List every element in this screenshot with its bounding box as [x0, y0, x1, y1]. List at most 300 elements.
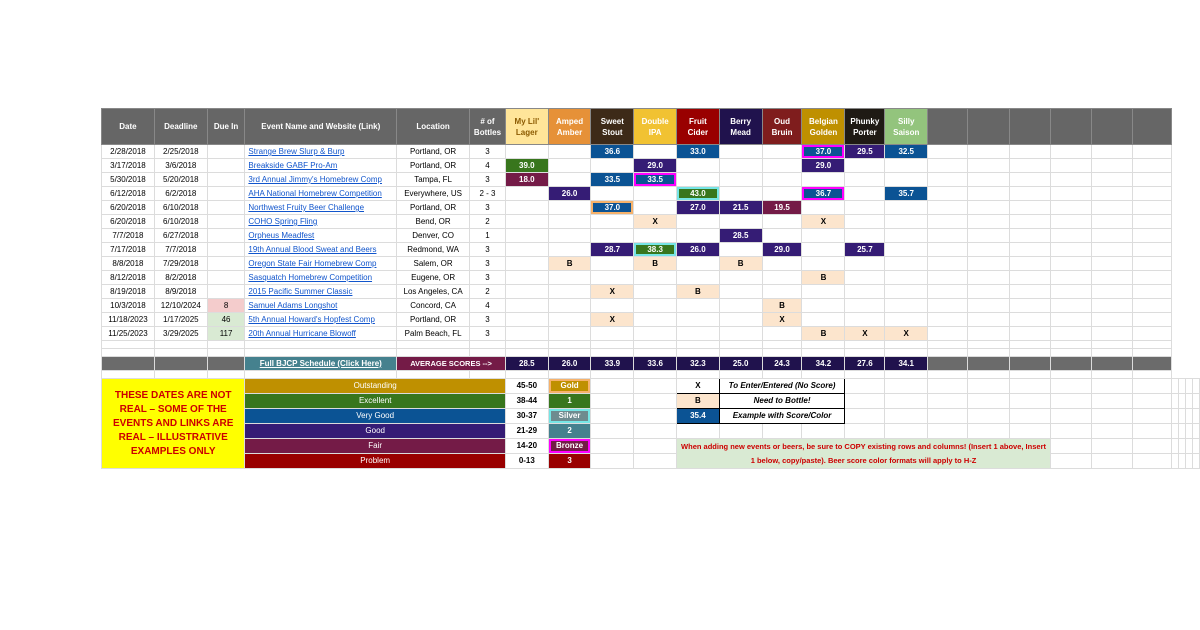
beer-score-cell[interactable]: X	[802, 215, 845, 229]
empty-cell[interactable]	[845, 409, 885, 424]
header-beer-9[interactable]: Silly Saison	[885, 109, 928, 145]
empty-cell[interactable]	[1092, 394, 1132, 409]
beer-score-cell[interactable]	[505, 243, 548, 257]
event-deadline[interactable]: 7/7/2018	[154, 243, 207, 257]
empty-cell[interactable]	[1092, 424, 1132, 439]
empty-cell[interactable]	[1132, 285, 1171, 299]
event-due-in[interactable]: 8	[207, 299, 245, 313]
header-beer-5[interactable]: Berry Mead	[719, 109, 762, 145]
header-beer-1[interactable]: Amped Amber	[548, 109, 591, 145]
empty-cell[interactable]	[1132, 159, 1171, 173]
beer-score-cell[interactable]	[505, 201, 548, 215]
empty-cell[interactable]	[928, 299, 968, 313]
empty-cell[interactable]	[968, 187, 1009, 201]
empty-cell[interactable]	[1186, 394, 1193, 409]
empty-cell[interactable]	[245, 349, 397, 357]
empty-cell[interactable]	[968, 424, 1009, 439]
empty-cell[interactable]	[102, 341, 155, 349]
empty-cell[interactable]	[1092, 271, 1132, 285]
empty-cell[interactable]	[928, 257, 968, 271]
beer-score-cell[interactable]: 33.0	[677, 145, 720, 159]
beer-score-cell[interactable]	[762, 145, 802, 159]
empty-cell[interactable]	[845, 349, 885, 357]
empty-cell[interactable]	[397, 371, 470, 379]
event-link[interactable]: Strange Brew Slurp & Burp	[248, 147, 345, 156]
beer-score-cell[interactable]	[762, 257, 802, 271]
event-due-in[interactable]: 117	[207, 327, 245, 341]
beer-score-cell[interactable]	[802, 257, 845, 271]
event-name-cell[interactable]	[245, 145, 397, 159]
event-date[interactable]: 5/30/2018	[102, 173, 155, 187]
header-beer-8[interactable]: Phunky Porter	[845, 109, 885, 145]
empty-cell[interactable]	[845, 341, 885, 349]
empty-cell[interactable]	[1092, 201, 1132, 215]
empty-cell[interactable]	[634, 371, 677, 379]
beer-score-cell[interactable]: 28.5	[719, 229, 762, 243]
empty-cell[interactable]	[1186, 454, 1193, 469]
event-location[interactable]: Palm Beach, FL	[397, 327, 470, 341]
empty-cell[interactable]	[677, 424, 720, 439]
beer-score-cell[interactable]: 29.0	[762, 243, 802, 257]
empty-cell[interactable]	[928, 409, 968, 424]
beer-score-cell[interactable]: 18.0	[505, 173, 548, 187]
empty-cell[interactable]	[1009, 187, 1050, 201]
empty-cell[interactable]	[154, 371, 207, 379]
empty-cell[interactable]	[1132, 313, 1171, 327]
event-due-in[interactable]	[207, 285, 245, 299]
beer-score-cell[interactable]	[591, 299, 634, 313]
empty-cell[interactable]	[1009, 299, 1050, 313]
beer-score-cell[interactable]	[885, 229, 928, 243]
header-location[interactable]: Location	[397, 109, 470, 145]
beer-score-cell[interactable]	[634, 187, 677, 201]
beer-score-cell[interactable]	[634, 229, 677, 243]
empty-cell[interactable]	[928, 341, 968, 349]
empty-cell[interactable]	[1009, 285, 1050, 299]
empty-cell[interactable]	[1009, 371, 1050, 379]
event-deadline[interactable]: 1/17/2025	[154, 313, 207, 327]
empty-cell[interactable]	[762, 371, 802, 379]
event-due-in[interactable]	[207, 173, 245, 187]
beer-score-cell[interactable]	[845, 201, 885, 215]
empty-cell[interactable]	[885, 371, 928, 379]
empty-cell[interactable]	[968, 271, 1009, 285]
empty-cell[interactable]	[1132, 257, 1171, 271]
event-due-in[interactable]	[207, 271, 245, 285]
empty-cell[interactable]	[885, 424, 928, 439]
empty-cell[interactable]	[591, 341, 634, 349]
empty-cell[interactable]	[928, 349, 968, 357]
beer-score-cell[interactable]	[548, 327, 591, 341]
beer-score-cell[interactable]: 26.0	[548, 187, 591, 201]
beer-score-cell[interactable]: 25.7	[845, 243, 885, 257]
empty-cell[interactable]	[885, 409, 928, 424]
empty-cell[interactable]	[1009, 271, 1050, 285]
beer-score-cell[interactable]	[885, 257, 928, 271]
empty-cell[interactable]	[928, 243, 968, 257]
empty-cell[interactable]	[1009, 327, 1050, 341]
empty-cell[interactable]	[928, 159, 968, 173]
empty-cell[interactable]	[1009, 424, 1050, 439]
empty-cell[interactable]	[207, 349, 245, 357]
event-link[interactable]: 3rd Annual Jimmy's Homebrew Comp	[248, 175, 382, 184]
empty-cell[interactable]	[968, 145, 1009, 159]
empty-cell[interactable]	[1132, 229, 1171, 243]
empty-cell[interactable]	[1193, 409, 1200, 424]
beer-score-cell[interactable]: 27.0	[677, 201, 720, 215]
event-name-cell[interactable]	[245, 187, 397, 201]
empty-cell[interactable]	[968, 243, 1009, 257]
event-deadline[interactable]: 5/20/2018	[154, 173, 207, 187]
empty-cell[interactable]	[1009, 229, 1050, 243]
event-bottles[interactable]: 2	[470, 215, 506, 229]
empty-cell[interactable]	[634, 394, 677, 409]
event-bottles[interactable]: 3	[470, 327, 506, 341]
empty-cell[interactable]	[1050, 424, 1091, 439]
empty-cell[interactable]	[470, 349, 506, 357]
beer-score-cell[interactable]	[762, 285, 802, 299]
empty-cell[interactable]	[1132, 243, 1171, 257]
beer-score-cell[interactable]: B	[677, 285, 720, 299]
beer-score-cell[interactable]	[762, 271, 802, 285]
beer-score-cell[interactable]: X	[591, 285, 634, 299]
empty-cell[interactable]	[1009, 341, 1050, 349]
empty-cell[interactable]	[1193, 379, 1200, 394]
beer-score-cell[interactable]: 43.0	[677, 187, 720, 201]
event-deadline[interactable]: 3/29/2025	[154, 327, 207, 341]
empty-cell[interactable]	[1009, 201, 1050, 215]
empty-cell[interactable]	[154, 341, 207, 349]
beer-score-cell[interactable]	[677, 159, 720, 173]
empty-cell[interactable]	[1179, 379, 1186, 394]
event-location[interactable]: Bend, OR	[397, 215, 470, 229]
empty-cell[interactable]	[845, 379, 885, 394]
empty-cell[interactable]	[968, 409, 1009, 424]
beer-score-cell[interactable]	[677, 215, 720, 229]
event-bottles[interactable]: 3	[470, 271, 506, 285]
beer-score-cell[interactable]: 29.5	[845, 145, 885, 159]
beer-score-cell[interactable]	[677, 173, 720, 187]
empty-cell[interactable]	[1193, 439, 1200, 454]
event-date[interactable]: 10/3/2018	[102, 299, 155, 313]
empty-cell[interactable]	[1132, 341, 1171, 349]
beer-score-cell[interactable]	[885, 243, 928, 257]
empty-cell[interactable]	[968, 327, 1009, 341]
event-link[interactable]: COHO Spring Fling	[248, 217, 318, 226]
empty-cell[interactable]	[1050, 159, 1091, 173]
empty-cell[interactable]	[1050, 409, 1091, 424]
empty-cell[interactable]	[1186, 409, 1193, 424]
event-date[interactable]: 3/17/2018	[102, 159, 155, 173]
empty-cell[interactable]	[634, 409, 677, 424]
event-date[interactable]: 11/18/2023	[102, 313, 155, 327]
empty-cell[interactable]	[1092, 299, 1132, 313]
beer-score-cell[interactable]	[548, 285, 591, 299]
beer-score-cell[interactable]	[677, 257, 720, 271]
empty-cell[interactable]	[1132, 394, 1171, 409]
empty-cell[interactable]	[1186, 379, 1193, 394]
beer-score-cell[interactable]: X	[634, 215, 677, 229]
beer-score-cell[interactable]: 33.5	[591, 173, 634, 187]
empty-cell[interactable]	[634, 379, 677, 394]
empty-cell[interactable]	[968, 371, 1009, 379]
beer-score-cell[interactable]	[719, 215, 762, 229]
event-deadline[interactable]: 6/27/2018	[154, 229, 207, 243]
empty-cell[interactable]	[968, 379, 1009, 394]
empty-cell[interactable]	[1092, 409, 1132, 424]
empty-cell[interactable]	[1050, 299, 1091, 313]
empty-cell[interactable]	[1009, 243, 1050, 257]
beer-score-cell[interactable]	[762, 229, 802, 243]
empty-cell[interactable]	[928, 187, 968, 201]
beer-score-cell[interactable]	[505, 145, 548, 159]
event-bottles[interactable]: 3	[470, 201, 506, 215]
event-name-cell[interactable]	[245, 215, 397, 229]
beer-score-cell[interactable]	[719, 187, 762, 201]
empty-cell[interactable]	[1050, 454, 1091, 469]
event-bottles[interactable]: 2	[470, 285, 506, 299]
empty-cell[interactable]	[885, 349, 928, 357]
empty-cell[interactable]	[1092, 454, 1132, 469]
empty-cell[interactable]	[1172, 394, 1179, 409]
empty-cell[interactable]	[928, 215, 968, 229]
empty-cell[interactable]	[1193, 424, 1200, 439]
beer-score-cell[interactable]: 26.0	[677, 243, 720, 257]
empty-cell[interactable]	[505, 371, 548, 379]
beer-score-cell[interactable]	[719, 271, 762, 285]
empty-cell[interactable]	[885, 379, 928, 394]
empty-cell[interactable]	[1092, 285, 1132, 299]
beer-score-cell[interactable]	[719, 285, 762, 299]
empty-cell[interactable]	[591, 424, 634, 439]
empty-cell[interactable]	[1009, 379, 1050, 394]
event-due-in[interactable]: 46	[207, 313, 245, 327]
empty-cell[interactable]	[1050, 371, 1091, 379]
beer-score-cell[interactable]	[719, 243, 762, 257]
beer-score-cell[interactable]	[505, 215, 548, 229]
event-location[interactable]: Denver, CO	[397, 229, 470, 243]
empty-cell[interactable]	[1050, 257, 1091, 271]
empty-cell[interactable]	[719, 341, 762, 349]
header-event[interactable]: Event Name and Website (Link)	[245, 109, 397, 145]
header-beer-6[interactable]: Oud Bruin	[762, 109, 802, 145]
event-date[interactable]: 8/19/2018	[102, 285, 155, 299]
event-due-in[interactable]	[207, 159, 245, 173]
empty-cell[interactable]	[591, 394, 634, 409]
event-due-in[interactable]	[207, 243, 245, 257]
event-name-cell[interactable]	[245, 173, 397, 187]
beer-score-cell[interactable]	[505, 327, 548, 341]
event-name-cell[interactable]	[245, 285, 397, 299]
empty-cell[interactable]	[845, 371, 885, 379]
event-name-cell[interactable]	[245, 159, 397, 173]
empty-cell[interactable]	[802, 424, 845, 439]
beer-score-cell[interactable]	[634, 313, 677, 327]
event-deadline[interactable]: 6/2/2018	[154, 187, 207, 201]
header-deadline[interactable]: Deadline	[154, 109, 207, 145]
beer-score-cell[interactable]	[548, 229, 591, 243]
event-location[interactable]: Portland, OR	[397, 201, 470, 215]
header-beer-0[interactable]: My Lil' Lager	[505, 109, 548, 145]
beer-score-cell[interactable]	[591, 327, 634, 341]
beer-score-cell[interactable]	[845, 313, 885, 327]
empty-cell[interactable]	[1092, 349, 1132, 357]
beer-score-cell[interactable]	[802, 285, 845, 299]
beer-score-cell[interactable]: B	[719, 257, 762, 271]
empty-cell[interactable]	[1009, 394, 1050, 409]
header-beer-4[interactable]: Fruit Cider	[677, 109, 720, 145]
empty-cell[interactable]	[1092, 439, 1132, 454]
empty-cell[interactable]	[1132, 201, 1171, 215]
beer-score-cell[interactable]: B	[802, 271, 845, 285]
empty-cell[interactable]	[885, 341, 928, 349]
event-due-in[interactable]	[207, 215, 245, 229]
beer-score-cell[interactable]	[505, 271, 548, 285]
event-due-in[interactable]	[207, 257, 245, 271]
empty-cell[interactable]	[102, 349, 155, 357]
beer-score-cell[interactable]	[677, 299, 720, 313]
empty-cell[interactable]	[1050, 243, 1091, 257]
beer-score-cell[interactable]	[885, 271, 928, 285]
empty-cell[interactable]	[928, 229, 968, 243]
empty-cell[interactable]	[1193, 394, 1200, 409]
beer-score-cell[interactable]	[634, 145, 677, 159]
beer-score-cell[interactable]	[634, 271, 677, 285]
empty-cell[interactable]	[719, 371, 762, 379]
beer-score-cell[interactable]	[591, 271, 634, 285]
beer-score-cell[interactable]	[505, 313, 548, 327]
event-deadline[interactable]: 6/10/2018	[154, 215, 207, 229]
event-bottles[interactable]: 3	[470, 145, 506, 159]
event-deadline[interactable]: 3/6/2018	[154, 159, 207, 173]
beer-score-cell[interactable]: 32.5	[885, 145, 928, 159]
empty-cell[interactable]	[1009, 159, 1050, 173]
beer-score-cell[interactable]	[505, 299, 548, 313]
beer-score-cell[interactable]	[845, 229, 885, 243]
beer-score-cell[interactable]	[548, 299, 591, 313]
event-deadline[interactable]: 2/25/2018	[154, 145, 207, 159]
beer-score-cell[interactable]: 39.0	[505, 159, 548, 173]
empty-cell[interactable]	[1092, 327, 1132, 341]
event-link[interactable]: Northwest Fruity Beer Challenge	[248, 203, 365, 212]
event-location[interactable]: Tampa, FL	[397, 173, 470, 187]
empty-cell[interactable]	[762, 341, 802, 349]
event-bottles[interactable]: 3	[470, 257, 506, 271]
empty-cell[interactable]	[802, 341, 845, 349]
empty-cell[interactable]	[1132, 424, 1171, 439]
beer-score-cell[interactable]: 33.5	[634, 173, 677, 187]
beer-score-cell[interactable]	[885, 215, 928, 229]
empty-cell[interactable]	[762, 349, 802, 357]
empty-cell[interactable]	[677, 341, 720, 349]
beer-score-cell[interactable]	[591, 187, 634, 201]
bjcp-link-cell[interactable]	[245, 357, 397, 371]
empty-cell[interactable]	[591, 379, 634, 394]
beer-score-cell[interactable]	[634, 299, 677, 313]
beer-score-cell[interactable]: 29.0	[802, 159, 845, 173]
empty-cell[interactable]	[802, 371, 845, 379]
event-date[interactable]: 6/12/2018	[102, 187, 155, 201]
empty-cell[interactable]	[548, 341, 591, 349]
event-bottles[interactable]: 3	[470, 313, 506, 327]
empty-cell[interactable]	[1179, 424, 1186, 439]
beer-score-cell[interactable]: 37.0	[591, 201, 634, 215]
empty-cell[interactable]	[397, 341, 470, 349]
event-date[interactable]: 11/25/2023	[102, 327, 155, 341]
empty-cell[interactable]	[845, 394, 885, 409]
beer-score-cell[interactable]	[505, 285, 548, 299]
beer-score-cell[interactable]	[634, 201, 677, 215]
empty-cell[interactable]	[968, 257, 1009, 271]
empty-cell[interactable]	[245, 371, 397, 379]
empty-cell[interactable]	[1172, 439, 1179, 454]
beer-score-cell[interactable]: X	[885, 327, 928, 341]
beer-score-cell[interactable]	[762, 159, 802, 173]
event-name-cell[interactable]	[245, 327, 397, 341]
event-link[interactable]: AHA National Homebrew Competition	[248, 189, 382, 198]
event-link[interactable]: Breakside GABF Pro-Am	[248, 161, 338, 170]
empty-cell[interactable]	[968, 201, 1009, 215]
beer-score-cell[interactable]	[548, 173, 591, 187]
beer-score-cell[interactable]	[845, 215, 885, 229]
beer-score-cell[interactable]: X	[591, 313, 634, 327]
empty-cell[interactable]	[1179, 409, 1186, 424]
beer-score-cell[interactable]: B	[548, 257, 591, 271]
empty-cell[interactable]	[968, 229, 1009, 243]
event-location[interactable]: Everywhere, US	[397, 187, 470, 201]
empty-cell[interactable]	[1050, 271, 1091, 285]
empty-cell[interactable]	[928, 173, 968, 187]
empty-cell[interactable]	[1092, 173, 1132, 187]
event-deadline[interactable]: 12/10/2024	[154, 299, 207, 313]
empty-cell[interactable]	[1092, 341, 1132, 349]
event-location[interactable]: Los Angeles, CA	[397, 285, 470, 299]
event-name-cell[interactable]	[245, 271, 397, 285]
beer-score-cell[interactable]	[802, 229, 845, 243]
event-location[interactable]: Salem, OR	[397, 257, 470, 271]
empty-cell[interactable]	[1092, 257, 1132, 271]
empty-cell[interactable]	[968, 159, 1009, 173]
event-bottles[interactable]: 3	[470, 173, 506, 187]
event-date[interactable]: 7/7/2018	[102, 229, 155, 243]
empty-cell[interactable]	[1009, 257, 1050, 271]
beer-score-cell[interactable]	[845, 285, 885, 299]
beer-score-cell[interactable]: 29.0	[634, 159, 677, 173]
empty-cell[interactable]	[677, 371, 720, 379]
empty-cell[interactable]	[505, 341, 548, 349]
beer-score-cell[interactable]	[762, 187, 802, 201]
beer-score-cell[interactable]	[845, 173, 885, 187]
empty-cell[interactable]	[1050, 229, 1091, 243]
beer-score-cell[interactable]	[591, 257, 634, 271]
empty-cell[interactable]	[1050, 173, 1091, 187]
event-link[interactable]: 20th Annual Hurricane Blowoff	[248, 329, 356, 338]
empty-cell[interactable]	[719, 349, 762, 357]
empty-cell[interactable]	[1009, 349, 1050, 357]
empty-cell[interactable]	[1132, 299, 1171, 313]
beer-score-cell[interactable]	[677, 313, 720, 327]
beer-score-cell[interactable]: B	[762, 299, 802, 313]
event-name-cell[interactable]	[245, 201, 397, 215]
empty-cell[interactable]	[885, 394, 928, 409]
empty-cell[interactable]	[968, 173, 1009, 187]
beer-score-cell[interactable]: B	[802, 327, 845, 341]
empty-cell[interactable]	[1179, 454, 1186, 469]
event-bottles[interactable]: 4	[470, 299, 506, 313]
empty-cell[interactable]	[397, 349, 470, 357]
empty-cell[interactable]	[591, 409, 634, 424]
empty-cell[interactable]	[1172, 454, 1179, 469]
